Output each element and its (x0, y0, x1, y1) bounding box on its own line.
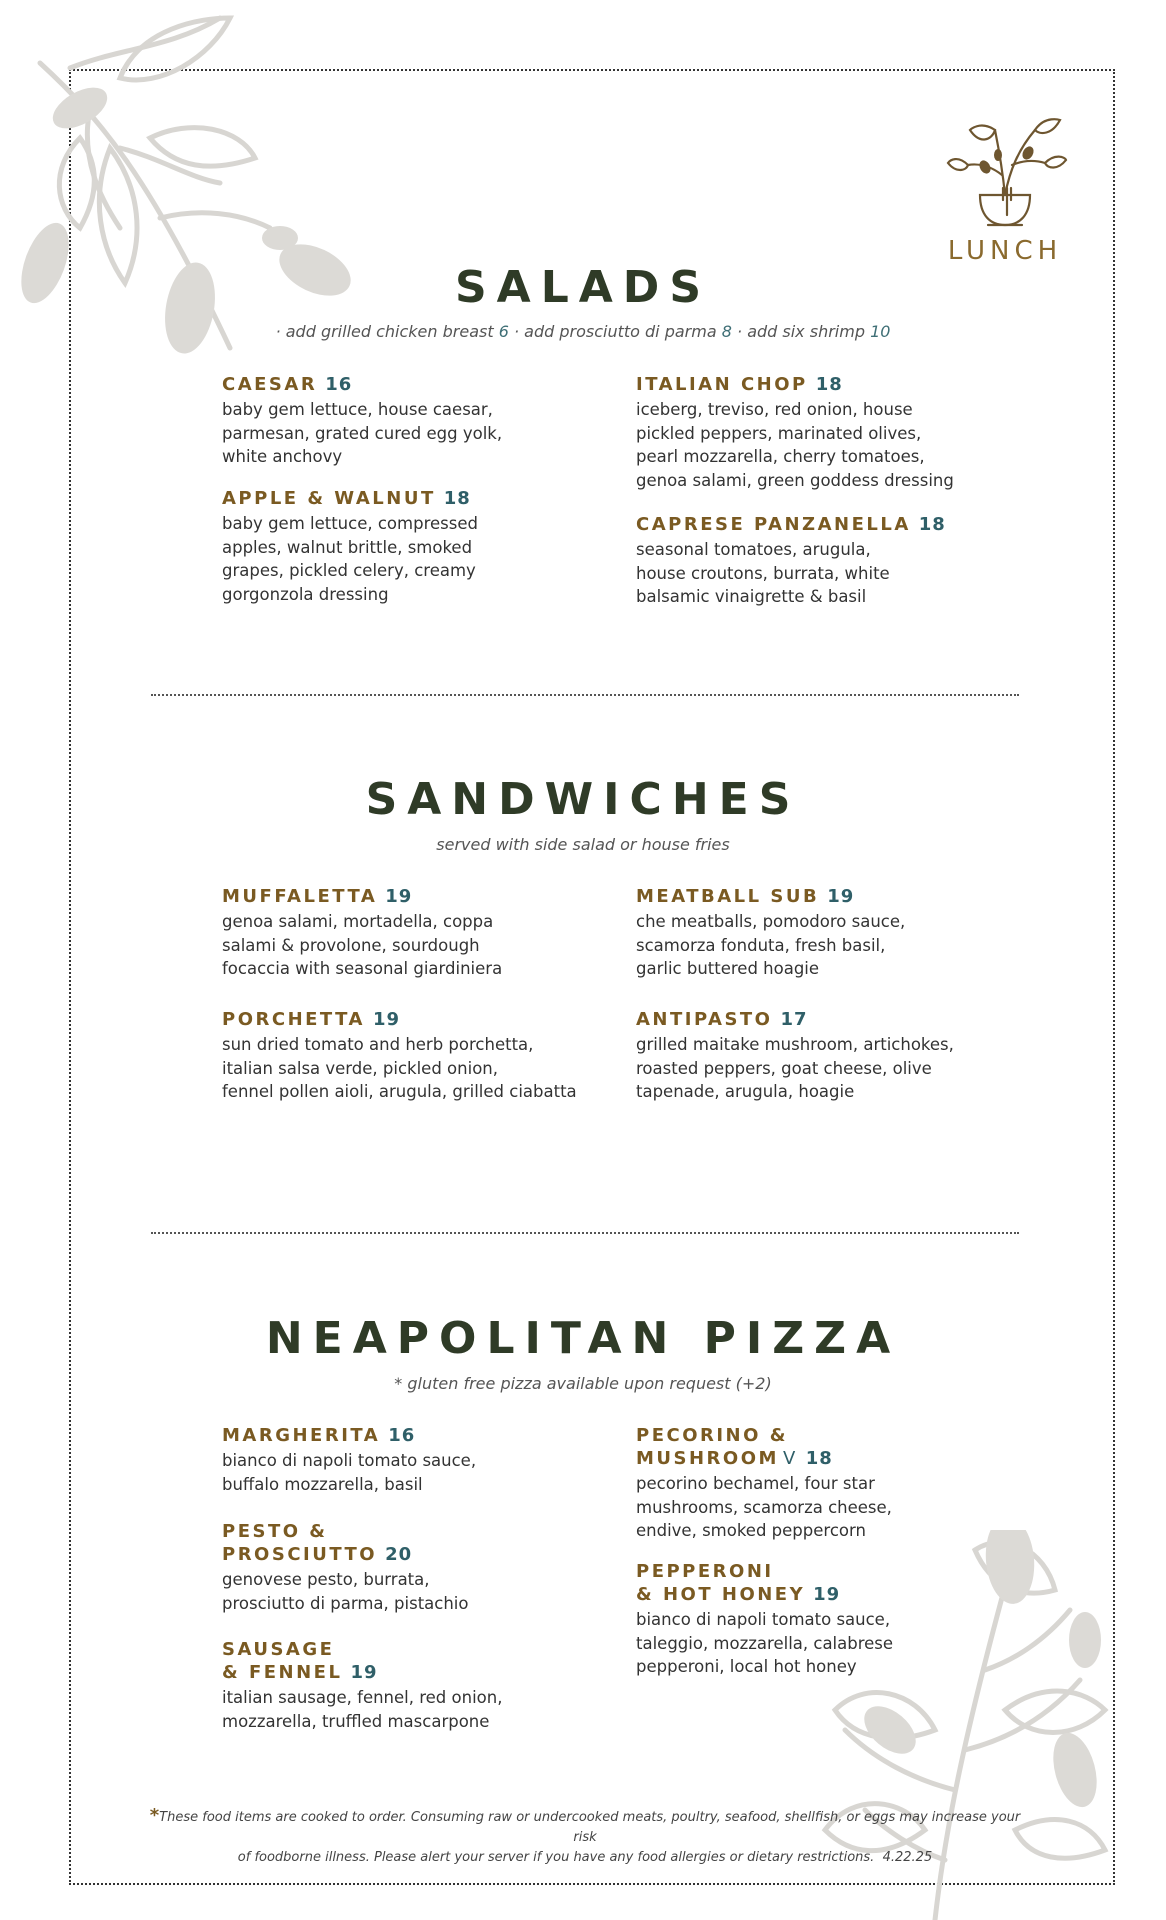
addon-price: 6 (498, 322, 509, 341)
item-price: 20 (385, 1544, 413, 1565)
item-description: genoa salami, mortadella, coppa salami & provolone, sourdough focaccia with seasonal giardiniera (222, 912, 503, 978)
item-name: MEATBALL SUB (636, 886, 820, 907)
item-name: & FENNEL (222, 1662, 343, 1683)
section-divider (151, 694, 1019, 696)
menu-item-caprese-panzanella (636, 513, 1026, 609)
item-description: che meatballs, pomodoro sauce, scamorza fonduta, fresh basil, garlic buttered hoagie (636, 912, 906, 978)
menu-item-apple-walnut (222, 487, 612, 606)
allergy-disclaimer (145, 1806, 1025, 1868)
menu-date: 4.22.25 (882, 1850, 933, 1865)
menu-item-antipasto (636, 1008, 1056, 1104)
salads-addons (0, 322, 1166, 341)
item-name: MARGHERITA (222, 1425, 381, 1446)
salads-title: SALADS (454, 262, 712, 313)
lunch-label: LUNCH (947, 236, 1063, 266)
item-name: PROSCIUTTO (222, 1544, 378, 1565)
item-name: APPLE & WALNUT (222, 488, 436, 509)
item-price: 17 (780, 1009, 808, 1030)
menu-item-pesto-prosciutto (222, 1520, 612, 1615)
item-price: 19 (813, 1584, 841, 1605)
disclaimer-line-2: of foodborne illness. Please alert your server if you have any food allergies or dietary restrictions. (237, 1850, 875, 1865)
item-price: 18 (443, 488, 471, 509)
vegetarian-badge: V (782, 1448, 798, 1469)
menu-item-meatball-sub (636, 885, 1056, 981)
item-price: 16 (388, 1425, 416, 1446)
menu-item-caesar (222, 373, 612, 469)
sandwiches-title: SANDWICHES (365, 774, 801, 825)
item-description: pecorino bechamel, four star mushrooms, scamorza cheese, endive, smoked peppercorn (636, 1474, 892, 1540)
item-name: PECORINO & (636, 1425, 788, 1446)
item-price: 18 (918, 514, 946, 535)
addon-price: 10 (870, 322, 891, 341)
item-price: 18 (805, 1448, 833, 1469)
pizza-title: NEAPOLITAN PIZZA (265, 1313, 901, 1364)
item-name: PESTO & (222, 1521, 328, 1542)
disclaimer-line-1: These food items are cooked to order. Consuming raw or undercooked meats, poultry, seafood, shellfish, or eggs may increase your risk (159, 1810, 1021, 1845)
menu-item-margherita (222, 1424, 612, 1496)
item-description: bianco di napoli tomato sauce, taleggio, mozzarella, calabrese pepperoni, local hot honey (636, 1610, 894, 1676)
item-price: 16 (325, 374, 353, 395)
item-description: bianco di napoli tomato sauce, buffalo mozzarella, basil (222, 1451, 477, 1494)
item-description: grilled maitake mushroom, artichokes, roasted peppers, goat cheese, olive tapenade, arugula, hoagie (636, 1035, 954, 1101)
item-name: PEPPERONI (636, 1561, 774, 1582)
item-name: ANTIPASTO (636, 1009, 773, 1030)
item-name: & HOT HONEY (636, 1584, 806, 1605)
addon-text: · add prosciutto di parma (513, 322, 717, 341)
item-price: 18 (815, 374, 843, 395)
section-divider (151, 1232, 1019, 1234)
item-description: genovese pesto, burrata, prosciutto di parma, pistachio (222, 1570, 469, 1613)
item-description: italian sausage, fennel, red onion, mozzarella, truffled mascarpone (222, 1688, 503, 1731)
item-name: CAPRESE PANZANELLA (636, 514, 911, 535)
menu-item-italian-chop (636, 373, 1056, 492)
item-price: 19 (385, 886, 413, 907)
item-name: MUFFALETTA (222, 886, 378, 907)
menu-item-pepperoni-hot-honey (636, 1560, 1026, 1679)
menu-item-porchetta (222, 1008, 642, 1104)
menu-item-pecorino-mushroom (636, 1424, 1026, 1543)
item-price: 19 (350, 1662, 378, 1683)
item-description: iceberg, treviso, red onion, house pickled peppers, marinated olives, pearl mozzarella, cherry tomatoes, genoa salami, green goddess dressing (636, 400, 954, 490)
addon-text: · add six shrimp (737, 322, 865, 341)
item-description: seasonal tomatoes, arugula, house croutons, burrata, white balsamic vinaigrette & basil (636, 540, 890, 606)
item-description: baby gem lettuce, compressed apples, walnut brittle, smoked grapes, pickled celery, creamy gorgonzola dressing (222, 514, 478, 604)
item-price: 19 (827, 886, 855, 907)
pizza-subtitle: * gluten free pizza available upon request (+2) (394, 1374, 772, 1393)
item-name: SAUSAGE (222, 1639, 335, 1660)
addon-price: 8 (721, 322, 732, 341)
addon-text: · add grilled chicken breast (275, 322, 494, 341)
menu-item-sausage-fennel (222, 1638, 612, 1733)
sandwiches-subtitle: served with side salad or house fries (436, 835, 730, 854)
item-name: CAESAR (222, 374, 318, 395)
item-price: 19 (372, 1009, 400, 1030)
menu-item-muffaletta (222, 885, 622, 981)
asterisk: * (149, 1805, 160, 1826)
item-description: baby gem lettuce, house caesar, parmesan, grated cured egg yolk, white anchovy (222, 400, 503, 466)
item-description: sun dried tomato and herb porchetta, italian salsa verde, pickled onion, fennel pollen aioli, arugula, grilled ciabatta (222, 1035, 577, 1101)
item-name: PORCHETTA (222, 1009, 365, 1030)
item-name: ITALIAN CHOP (636, 374, 808, 395)
olive-branch-top-left-icon (10, 8, 370, 368)
item-name: MUSHROOM (636, 1448, 779, 1469)
